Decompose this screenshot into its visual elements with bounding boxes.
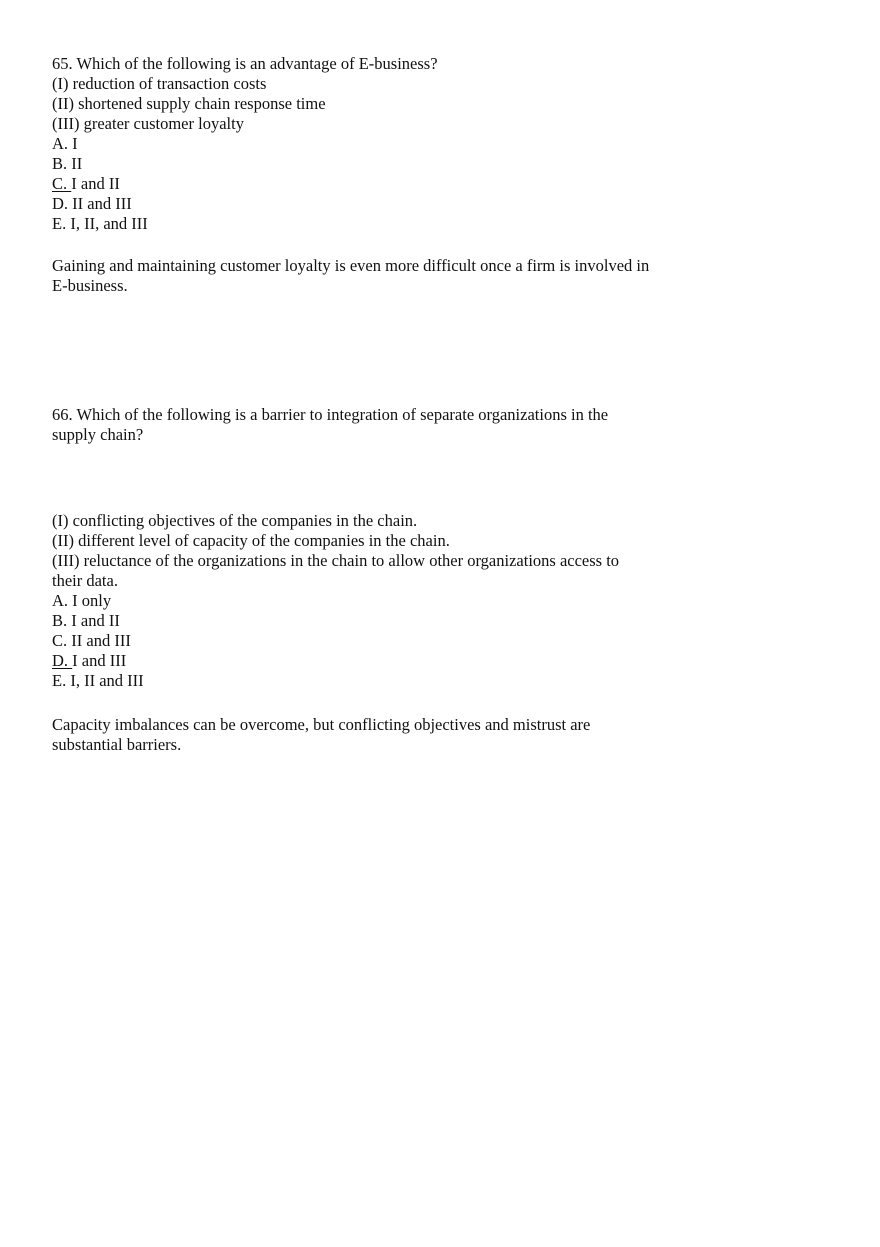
question-66: [52, 405, 712, 445]
option-text: I only: [72, 591, 112, 610]
q66-statement-2: (II) different level of capacity of the companies in the chain.: [52, 531, 450, 550]
q66-option-c: [52, 631, 712, 651]
option-text: II: [71, 154, 83, 173]
option-text: I, II and III: [70, 671, 144, 690]
q66-statements-and-options: [52, 511, 712, 691]
q65-option-a: [52, 134, 712, 154]
option-letter: D.: [52, 194, 73, 213]
option-letter: B.: [52, 611, 72, 630]
q66-option-e: [52, 671, 712, 691]
option-letter: E.: [52, 214, 71, 233]
option-letter: B.: [52, 154, 72, 173]
question-66-text-line-2: supply chain?: [52, 425, 144, 444]
option-text: I and III: [72, 651, 127, 670]
correct-answer-letter: D.: [52, 651, 73, 670]
q65-statement-2: (II) shortened supply chain response time: [52, 94, 326, 113]
q65-option-b: [52, 154, 712, 174]
q66-explanation: [52, 715, 712, 755]
option-letter: A.: [52, 591, 73, 610]
q65-statement-3: (III) greater customer loyalty: [52, 114, 244, 133]
q66-option-a: [52, 591, 712, 611]
q65-option-d: [52, 194, 712, 214]
q66-statement-1: (I) conflicting objectives of the companies in the chain.: [52, 511, 418, 530]
q65-explanation-line-2: E-business.: [52, 276, 128, 295]
q66-statement-3: (III) reluctance of the organizations in the chain to allow other organizations access to: [52, 551, 620, 570]
q66-statement-3-cont: their data.: [52, 571, 118, 590]
option-text: II and III: [71, 631, 131, 650]
q65-option-e: [52, 214, 712, 234]
option-letter: C.: [52, 631, 72, 650]
question-66-text-line-1: 66. Which of the following is a barrier to integration of separate organizations in the: [52, 405, 609, 424]
option-letter: A.: [52, 134, 73, 153]
q65-explanation-line-1: Gaining and maintaining customer loyalty is even more difficult once a firm is involved in: [52, 256, 650, 275]
q65-statement-1: (I) reduction of transaction costs: [52, 74, 267, 93]
option-text: I, II, and III: [70, 214, 148, 233]
option-text: I and II: [71, 174, 120, 193]
q66-option-b: [52, 611, 712, 631]
q66-option-d-correct: [52, 651, 712, 671]
q65-explanation: [52, 256, 712, 296]
option-text: I: [72, 134, 78, 153]
q66-explanation-line-1: Capacity imbalances can be overcome, but conflicting objectives and mistrust are: [52, 715, 591, 734]
q65-option-c-correct: [52, 174, 712, 194]
option-text: I and II: [71, 611, 120, 630]
q66-explanation-line-2: substantial barriers.: [52, 735, 182, 754]
question-65: [52, 54, 712, 234]
question-65-text: 65. Which of the following is an advantage of E-business?: [52, 54, 438, 73]
correct-answer-letter: C.: [52, 174, 72, 193]
option-text: II and III: [72, 194, 132, 213]
option-letter: E.: [52, 671, 71, 690]
